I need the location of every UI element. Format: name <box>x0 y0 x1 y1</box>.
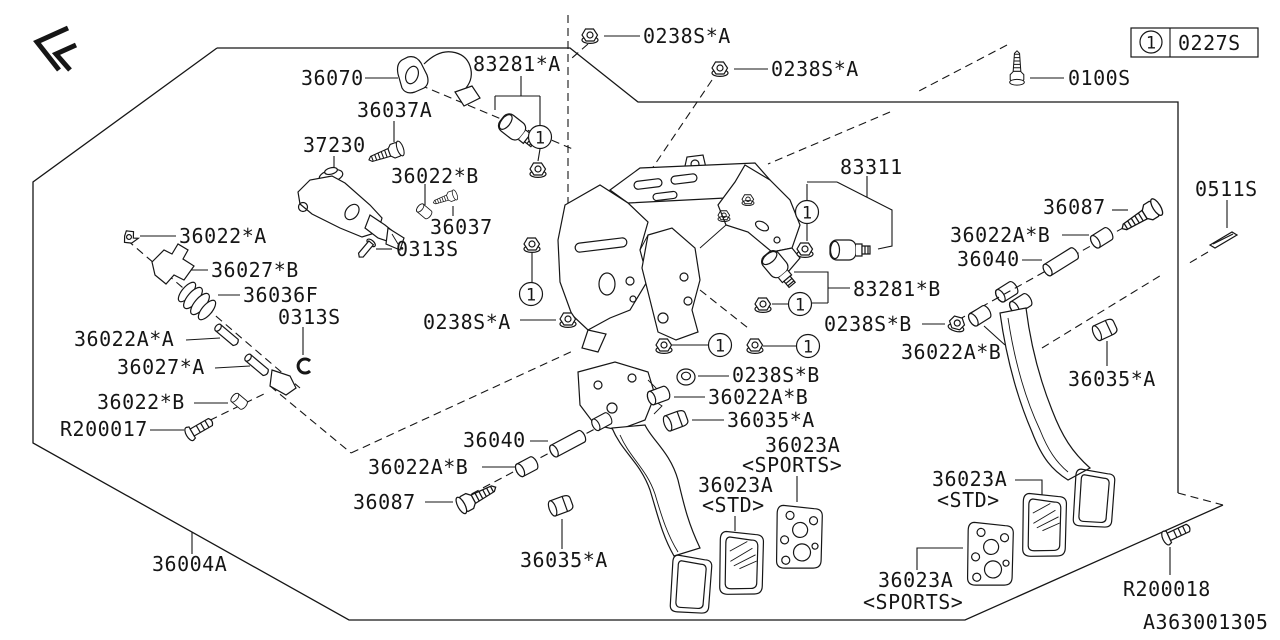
callout-1 <box>709 334 732 357</box>
clevis-pin-icon <box>355 238 376 261</box>
label-36035-a: 36035*A <box>520 548 608 572</box>
flange-nut-icon <box>947 315 966 333</box>
label-36022a-b: 36022A*B <box>368 455 469 479</box>
snap-pin-icon <box>120 228 140 248</box>
bushing-icon <box>1089 226 1115 250</box>
label-sports-tag: <SPORTS> <box>742 453 843 477</box>
grommet-icon <box>677 369 695 385</box>
label-36087: 36087 <box>353 490 416 514</box>
label-36023a: 36023A <box>878 568 954 592</box>
legend-box <box>1131 28 1258 57</box>
clevis-icon <box>270 370 296 395</box>
label-0238s-b: 0238S*B <box>824 312 912 336</box>
label-36027-b: 36027*B <box>211 258 299 282</box>
label-sports-tag: <SPORTS> <box>863 590 964 614</box>
label-36022a-a: 36022A*A <box>74 327 175 351</box>
svg-text:1: 1 <box>794 295 806 316</box>
label-36023a: 36023A <box>765 433 841 457</box>
label-36037: 36037 <box>430 215 493 239</box>
label-0238s-a: 0238S*A <box>423 310 511 334</box>
flange-nut-icon <box>656 339 672 353</box>
push-rod-pin-icon <box>213 323 239 347</box>
label-36027-a: 36027*A <box>117 355 205 379</box>
bushing-icon <box>229 392 249 411</box>
spacer-tube-icon <box>548 429 587 458</box>
operating-rod-icon <box>243 353 269 377</box>
label-0238s-a: 0238S*A <box>643 24 731 48</box>
callout-1 <box>789 293 812 316</box>
callout-1 <box>797 335 820 358</box>
svg-text:1: 1 <box>801 203 813 224</box>
clutch-master-cylinder-drawing <box>298 166 404 250</box>
label-36036f: 36036F <box>243 283 319 307</box>
label-83311: 83311 <box>840 155 903 179</box>
svg-text:1: 1 <box>802 337 814 358</box>
label-std-tag: <STD> <box>702 493 765 517</box>
label-36022-b: 36022*B <box>391 164 479 188</box>
callout-1 <box>796 201 819 224</box>
pedal-pad-std-icon <box>1016 492 1073 561</box>
legend-callout: 1 <box>1145 33 1157 54</box>
label-36023a: 36023A <box>932 467 1008 491</box>
boot-icon <box>175 280 218 323</box>
callout-1 <box>529 126 552 149</box>
flange-nut-icon <box>712 62 728 76</box>
bolt-icon <box>432 189 459 208</box>
svg-text:1: 1 <box>534 128 546 149</box>
label-36023a: 36023A <box>698 473 774 497</box>
pedal-pad-sports-icon <box>770 504 829 574</box>
clevis-fork-icon <box>152 244 194 284</box>
label-83281-a: 83281*A <box>473 52 561 76</box>
spring-pin-icon <box>1160 520 1193 546</box>
bushing-icon <box>514 455 540 478</box>
label-0100s: 0100S <box>1068 66 1131 90</box>
pedal-bracket-drawing <box>558 155 800 352</box>
brake-pedal-pad <box>1067 468 1119 531</box>
stop-lamp-switch-icon <box>830 240 870 260</box>
svg-text:1: 1 <box>714 336 726 357</box>
label-0511s: 0511S <box>1195 177 1258 201</box>
spring-clip-icon <box>1210 232 1237 248</box>
label-36035-a: 36035*A <box>1068 367 1156 391</box>
bolt-icon <box>1117 197 1165 237</box>
callout-1 <box>520 283 543 306</box>
label-36040: 36040 <box>957 247 1020 271</box>
stopper-icon <box>1090 318 1118 342</box>
label-36022-b: 36022*B <box>97 390 185 414</box>
clutch-pedal-drawing <box>578 362 717 617</box>
front-arrow-icon <box>37 28 76 70</box>
label-36022a-b: 36022A*B <box>901 340 1002 364</box>
diagram-footer-code: A363001305 <box>1143 610 1269 634</box>
label-36035-a: 36035*A <box>727 408 815 432</box>
e-ring-icon <box>298 359 310 373</box>
label-36070: 36070 <box>301 66 364 90</box>
flange-nut-icon <box>582 29 598 43</box>
stopper-icon <box>662 409 689 432</box>
label-36022a-b: 36022A*B <box>950 223 1051 247</box>
label-36022-a: 36022*A <box>179 224 267 248</box>
label-36022a-b: 36022A*B <box>708 385 809 409</box>
flange-nut-icon <box>524 238 540 252</box>
clutch-pedal-pad <box>664 554 716 617</box>
label-0313s: 0313S <box>396 237 459 261</box>
legend-code: 0227S <box>1178 31 1241 55</box>
label-std-tag: <STD> <box>937 488 1000 512</box>
flange-nut-icon <box>755 298 771 312</box>
spring-pin-icon <box>183 415 216 442</box>
pedal-boss-bushing-icon <box>994 280 1020 304</box>
bushing-icon <box>967 304 993 328</box>
flange-nut-icon <box>560 313 576 327</box>
pedal-pad-std-icon <box>713 530 770 599</box>
label-0313s: 0313S <box>278 305 341 329</box>
label-36037a: 36037A <box>357 98 433 122</box>
label-36087: 36087 <box>1043 195 1106 219</box>
label-37230: 37230 <box>303 133 366 157</box>
label-r200017: R200017 <box>60 417 148 441</box>
label-0238s-b: 0238S*B <box>732 363 820 387</box>
stopper-icon <box>547 494 574 517</box>
pedal-pad-sports-icon <box>961 521 1020 591</box>
flange-nut-icon <box>530 163 546 177</box>
bolt-icon <box>454 479 500 515</box>
flange-nut-icon <box>747 339 763 353</box>
label-83281-b: 83281*B <box>853 277 941 301</box>
label-r200018: R200018 <box>1123 577 1211 601</box>
label-36004a: 36004A <box>152 552 228 576</box>
label-0238s-a: 0238S*A <box>771 57 859 81</box>
spacer-tube-icon <box>1041 246 1080 277</box>
brake-pedal-drawing <box>994 280 1120 531</box>
bolt-icon <box>1010 51 1025 85</box>
svg-text:1: 1 <box>525 285 537 306</box>
label-36040: 36040 <box>463 428 526 452</box>
flange-nut-icon <box>797 243 813 257</box>
